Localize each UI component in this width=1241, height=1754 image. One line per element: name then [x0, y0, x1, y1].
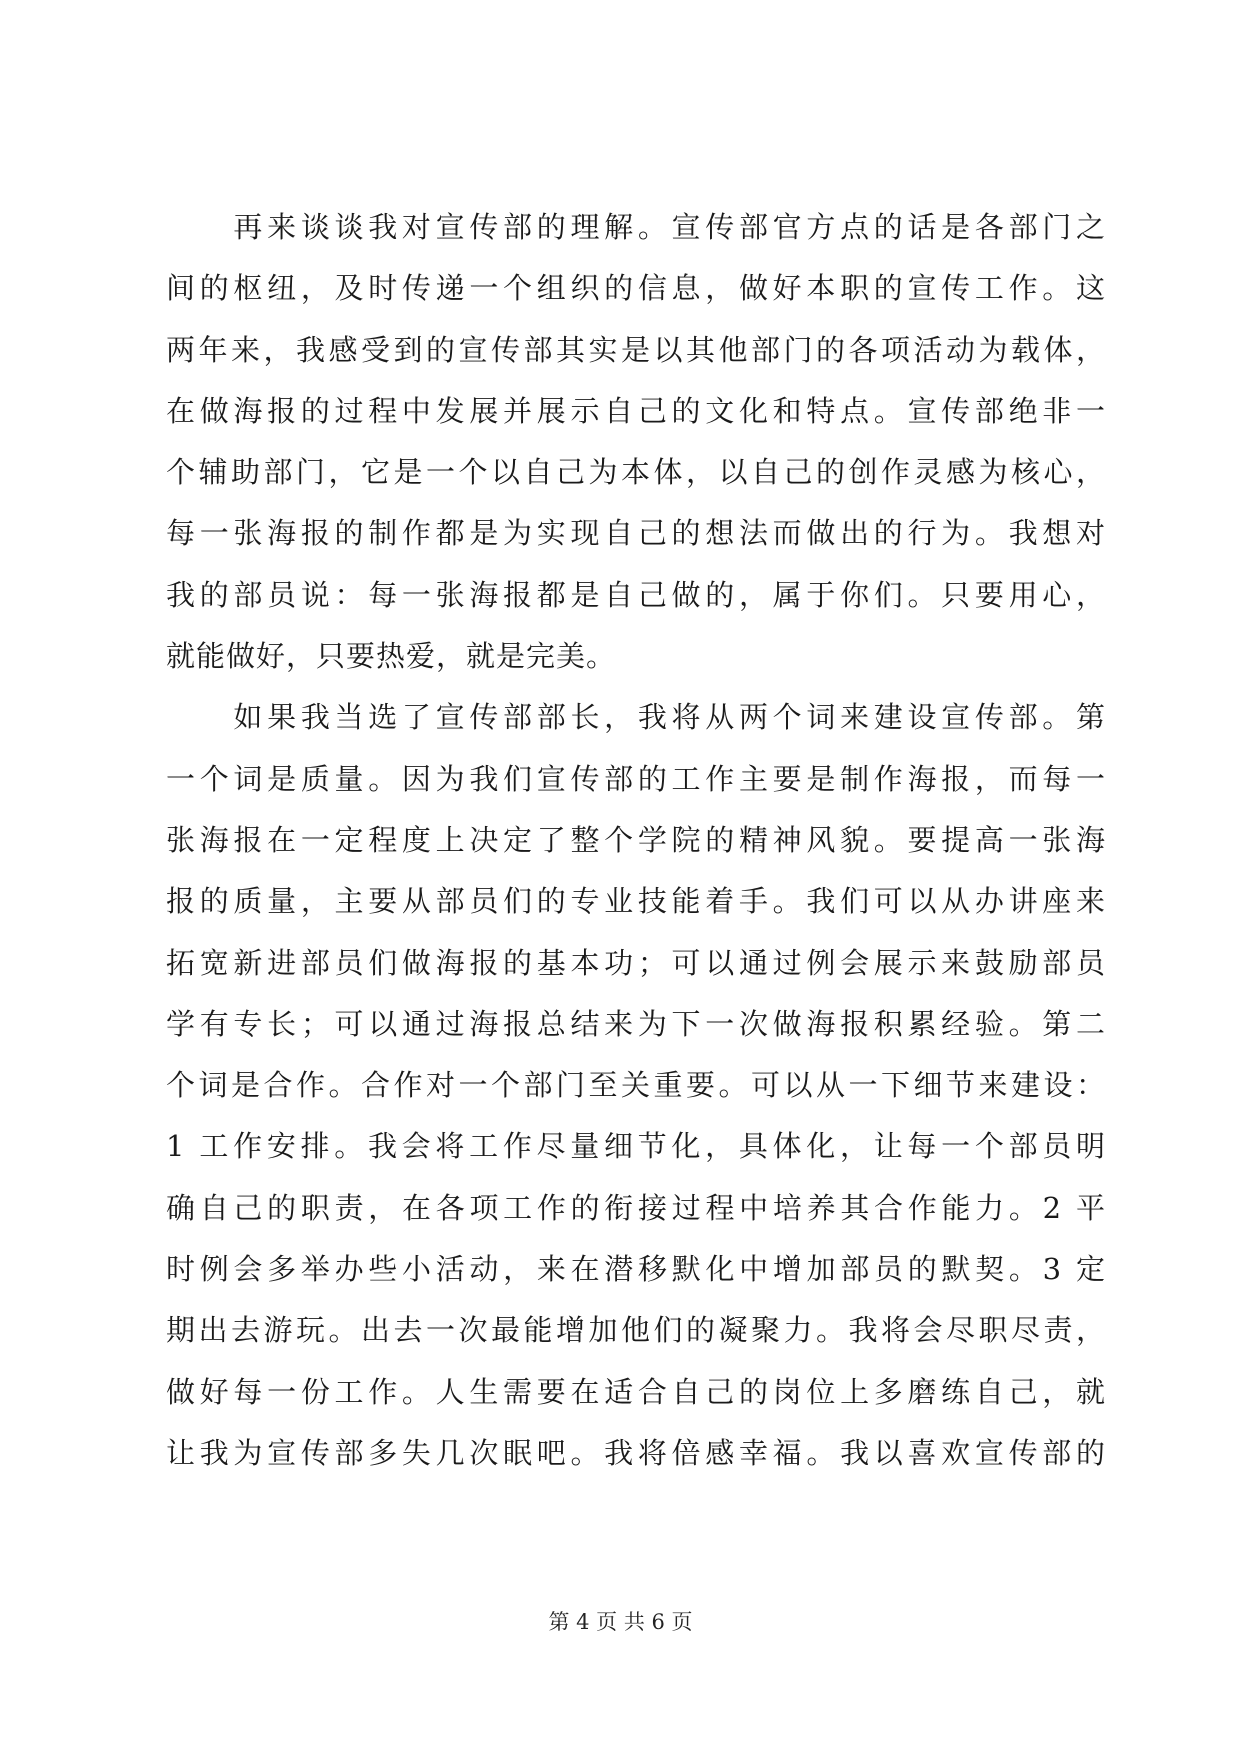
text-line: 1 工作安排。我会将工作尽量细节化，具体化，让每一个部员明 [166, 1129, 1106, 1164]
text-line: 两年来，我感受到的宣传部其实是以其他部门的各项活动为载体， [166, 332, 1106, 367]
text-line: 让我为宣传部多失几次眠吧。我将倍感幸福。我以喜欢宣传部的 [166, 1435, 1106, 1470]
text-line: 如果我当选了宣传部部长，我将从两个词来建设宣传部。第 [166, 700, 1106, 735]
text-line: 期出去游玩。出去一次最能增加他们的凝聚力。我将会尽职尽责， [166, 1313, 1106, 1348]
text-line: 每一张海报的制作都是为实现自己的想法而做出的行为。我想对 [166, 516, 1106, 551]
text-line: 一个词是质量。因为我们宣传部的工作主要是制作海报，而每一 [166, 761, 1106, 796]
text-line: 报的质量，主要从部员们的专业技能着手。我们可以从办讲座来 [166, 884, 1106, 919]
text-line: 张海报在一定程度上决定了整个学院的精神风貌。要提高一张海 [166, 822, 1106, 857]
text-line: 学有专长；可以通过海报总结来为下一次做海报积累经验。第二 [166, 1006, 1106, 1041]
body-text [166, 197, 1106, 1484]
text-line: 就能做好，只要热爱，就是完美。 [166, 639, 617, 674]
text-line: 拓宽新进部员们做海报的基本功；可以通过例会展示来鼓励部员 [166, 945, 1106, 980]
text-line: 我的部员说：每一张海报都是自己做的，属于你们。只要用心， [166, 577, 1106, 612]
text-line: 在做海报的过程中发展并展示自己的文化和特点。宣传部绝非一 [166, 393, 1106, 428]
text-line: 时例会多举办些小活动，来在潜移默化中增加部员的默契。3 定 [166, 1252, 1106, 1287]
text-line: 确自己的职责，在各项工作的衔接过程中培养其合作能力。2 平 [166, 1190, 1106, 1225]
page-number-footer: 第 4 页 共 6 页 [548, 1610, 693, 1634]
text-line: 个词是合作。合作对一个部门至关重要。可以从一下细节来建设： [166, 1068, 1106, 1103]
text-line: 个辅助部门，它是一个以自己为本体，以自己的创作灵感为核心， [166, 455, 1106, 490]
text-line: 间的枢纽，及时传递一个组织的信息，做好本职的宣传工作。这 [166, 271, 1106, 306]
text-line: 再来谈谈我对宣传部的理解。宣传部官方点的话是各部门之 [166, 210, 1106, 244]
text-line: 做好每一份工作。人生需要在适合自己的岗位上多磨练自己，就 [166, 1374, 1106, 1409]
